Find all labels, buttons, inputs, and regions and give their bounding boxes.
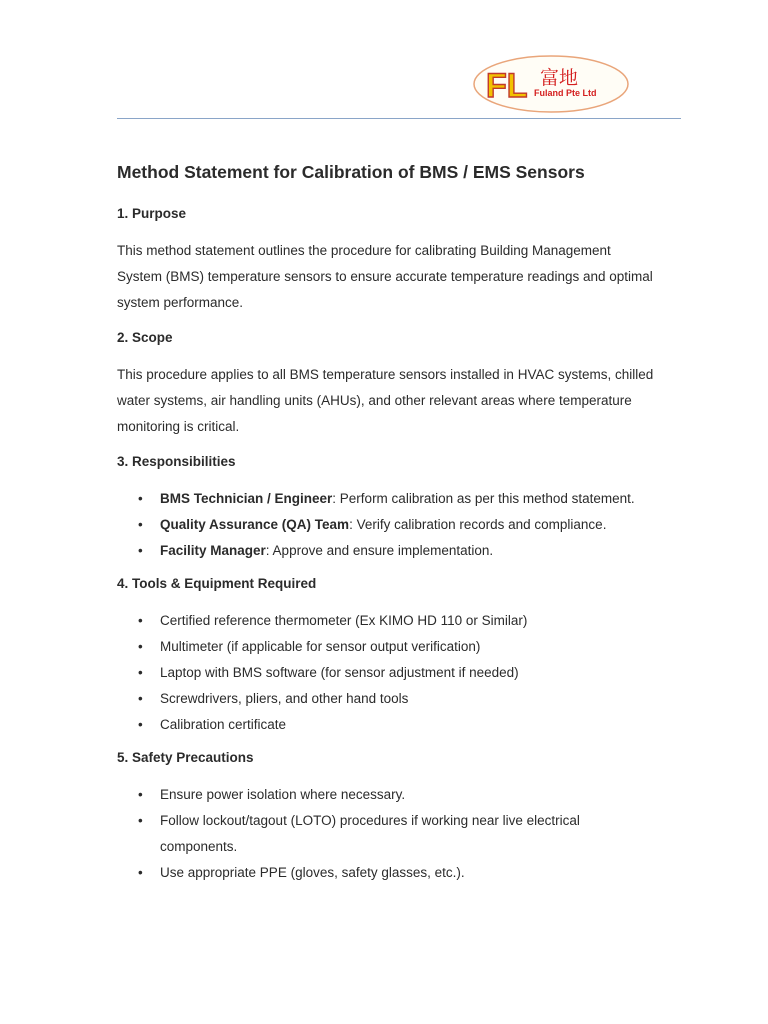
role-description: : Perform calibration as per this method statement.	[332, 491, 635, 506]
list-item: • Multimeter (if applicable for sensor output verification)	[160, 634, 657, 660]
list-item	[160, 538, 657, 564]
responsibilities-list	[117, 486, 657, 564]
logo-letters: FL	[486, 67, 528, 105]
logo-chinese: 富地	[540, 67, 579, 89]
section-body-scope: This procedure applies to all BMS temperature sensors installed in HVAC systems, chilled water systems, air handling units (AHUs), and other relevant areas where temperature monitoring is critical.	[117, 367, 654, 434]
section-heading-tools: 4. Tools & Equipment Required	[117, 576, 317, 591]
logo-company-name: Fuland Pte Ltd	[534, 88, 597, 98]
list-item: • Laptop with BMS software (for sensor adjustment if needed)	[160, 660, 657, 686]
section-heading-purpose: 1. Purpose	[117, 206, 187, 221]
role-description: : Verify calibration records and compliance.	[349, 517, 607, 532]
document-title: Method Statement for Calibration of BMS / EMS Sensors	[117, 162, 585, 182]
company-logo	[472, 54, 630, 114]
list-item	[160, 486, 657, 512]
list-item: • Ensure power isolation where necessary.	[160, 782, 657, 808]
list-item: • Screwdrivers, pliers, and other hand tools	[160, 686, 657, 712]
tools-list	[117, 608, 657, 738]
section-heading-scope: 2. Scope	[117, 330, 173, 345]
list-item	[160, 512, 657, 538]
role-name: BMS Technician / Engineer	[160, 491, 333, 506]
role-name: Quality Assurance (QA) Team	[160, 517, 350, 532]
list-item: • Calibration certificate	[160, 712, 657, 738]
document-body	[117, 156, 657, 894]
header-divider	[117, 118, 681, 119]
list-item: • Certified reference thermometer (Ex KIMO HD 110 or Similar)	[160, 608, 657, 634]
safety-list	[117, 782, 657, 886]
list-item: • Follow lockout/tagout (LOTO) procedures if working near live electrical components.	[160, 808, 657, 860]
role-description: : Approve and ensure implementation.	[265, 543, 494, 558]
section-heading-safety: 5. Safety Precautions	[117, 750, 254, 765]
role-name: Facility Manager	[160, 543, 266, 558]
section-body-purpose: This method statement outlines the procedure for calibrating Building Management System (BMS) temperature sensors to ensure accurate temperature readings and optimal system performance.	[117, 243, 653, 310]
section-heading-responsibilities: 3. Responsibilities	[117, 454, 236, 469]
list-item: • Use appropriate PPE (gloves, safety glasses, etc.).	[160, 860, 657, 886]
